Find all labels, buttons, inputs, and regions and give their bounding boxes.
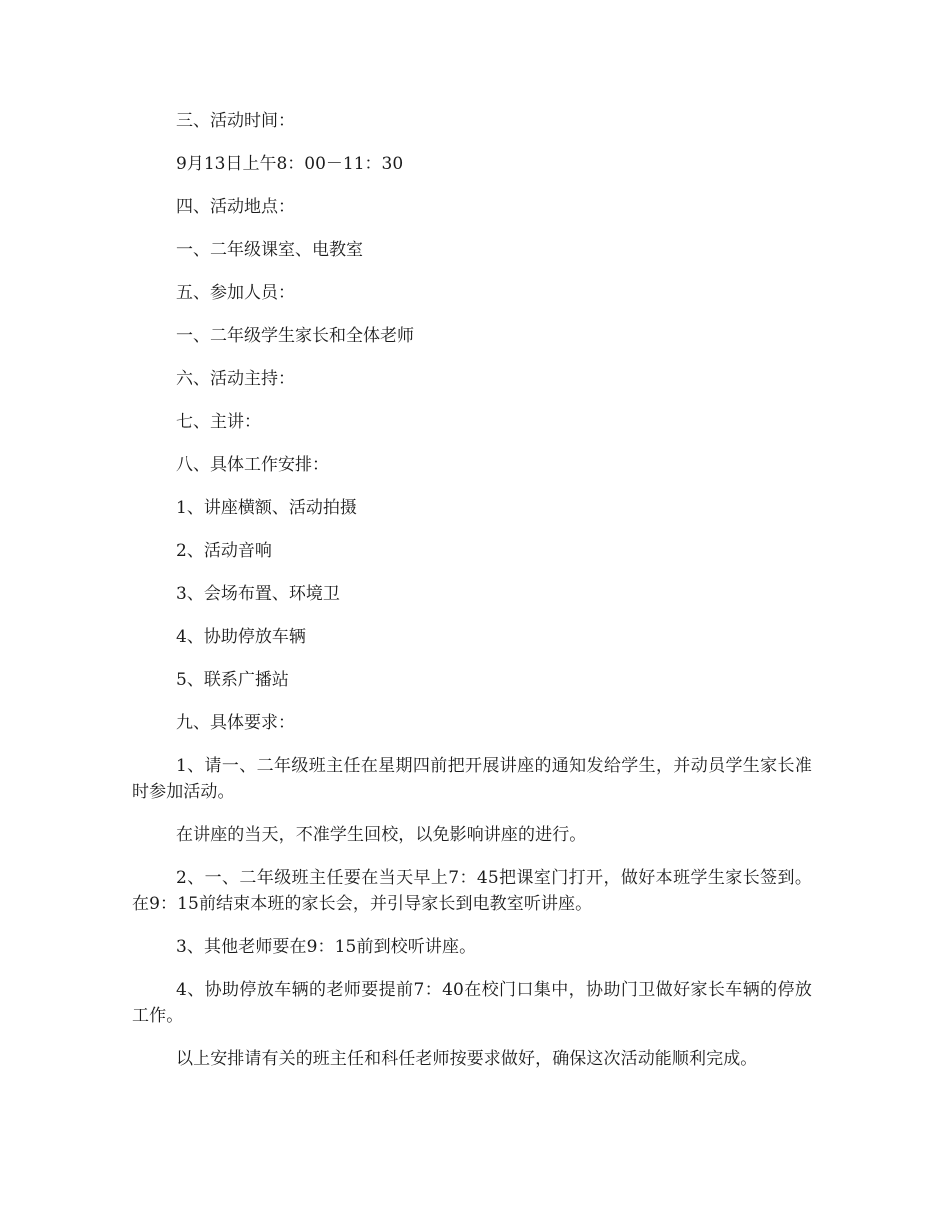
requirement-paragraph-2: 2、一、二年级班主任要在当天早上7：45把课室门打开，做好本班学生家长签到。在9：15前结束本班的家长会，并引导家长到电教室听讲座。 bbox=[132, 868, 812, 914]
heading-activity-time: 三、活动时间： bbox=[176, 111, 295, 131]
heading-work-arrangement: 八、具体工作安排： bbox=[176, 455, 329, 475]
arrangement-item-2: 2、活动音响 bbox=[176, 541, 272, 561]
requirement-paragraph-3: 3、其他老师要在9：15前到校听讲座。 bbox=[176, 937, 477, 957]
arrangement-item-5: 5、联系广播站 bbox=[176, 670, 289, 690]
participants-value: 一、二年级学生家长和全体老师 bbox=[176, 326, 414, 346]
heading-host: 六、活动主持： bbox=[176, 369, 295, 389]
heading-requirements: 九、具体要求： bbox=[176, 713, 295, 733]
closing-paragraph: 以上安排请有关的班主任和科任老师按要求做好，确保这次活动能顺利完成。 bbox=[176, 1049, 758, 1069]
arrangement-item-3: 3、会场布置、环境卫 bbox=[176, 584, 340, 604]
heading-speaker: 七、主讲： bbox=[176, 412, 261, 432]
arrangement-item-1: 1、讲座横额、活动拍摄 bbox=[176, 498, 357, 518]
heading-activity-location: 四、活动地点： bbox=[176, 197, 295, 217]
requirement-paragraph-1: 1、请一、二年级班主任在星期四前把开展讲座的通知发给学生，并动员学生家长准时参加活动。 bbox=[132, 756, 812, 802]
arrangement-item-4: 4、协助停放车辆 bbox=[176, 627, 306, 647]
requirement-paragraph-4: 4、协助停放车辆的老师要提前7：40在校门口集中，协助门卫做好家长车辆的停放工作。 bbox=[132, 980, 812, 1026]
document-body bbox=[132, 108, 812, 1089]
activity-location-value: 一、二年级课室、电教室 bbox=[176, 240, 363, 260]
heading-participants: 五、参加人员： bbox=[176, 283, 295, 303]
requirement-paragraph-note: 在讲座的当天，不准学生回校，以免影响讲座的进行。 bbox=[176, 825, 587, 845]
activity-time-value: 9月13日上午8：00－11：30 bbox=[176, 154, 404, 174]
